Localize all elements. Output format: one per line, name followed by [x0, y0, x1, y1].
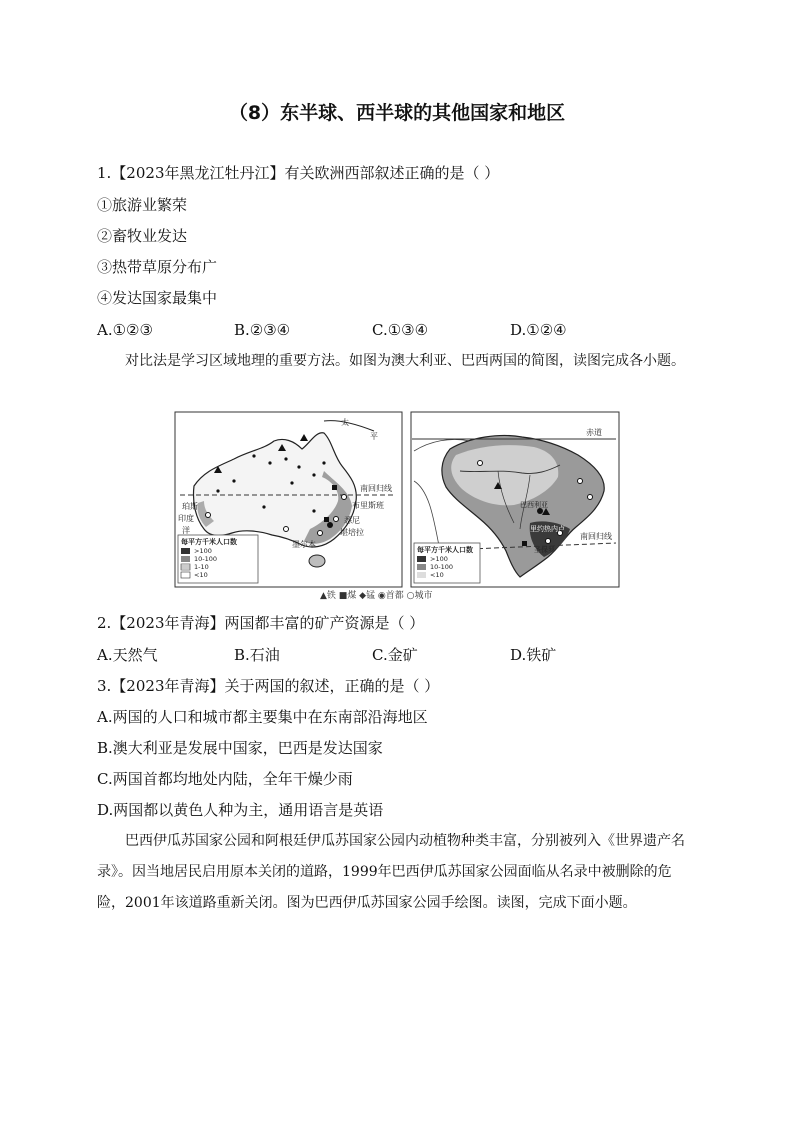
map-label-indian-ocean: 印度 [178, 514, 194, 523]
q3-option-b[interactable]: B.澳大利亚是发展中国家，巴西是发达国家 [97, 739, 383, 757]
map-symbol-legend: ▲铁 ■煤 ◆锰 ◉首都 ○城市 [320, 591, 433, 601]
brazil-legend-item: <10 [430, 571, 444, 579]
australia-brazil-map-figure [174, 411, 620, 601]
map-label-tai: 太 [341, 418, 349, 427]
q2-option-b[interactable]: B.石油 [234, 646, 280, 664]
q1-item: ①旅游业繁荣 [97, 196, 188, 214]
map-label-brasilia: 巴西利亚 [520, 501, 548, 509]
map-label-canberra: 堪培拉 [340, 528, 364, 537]
q3-option-d[interactable]: D.两国都以黄色人种为主，通用语言是英语 [97, 801, 384, 819]
q3-option-c[interactable]: C.两国首都均地处内陆，全年干燥少雨 [97, 770, 353, 788]
australia-legend-item: 1-10 [194, 563, 209, 571]
brazil-map [411, 412, 619, 587]
brazil-legend [414, 543, 480, 583]
intro-paragraph-1: 对比法是学习区域地理的重要方法。如图为澳大利亚、巴西两国的简图，读图完成各小题。 [125, 353, 685, 369]
q1-option-b[interactable]: B.②③④ [234, 321, 291, 339]
brazil-legend-item: 10-100 [430, 563, 454, 571]
australia-legend-item: <10 [194, 571, 208, 579]
map-label-ping: 平 [370, 432, 378, 441]
map-label-equator: 赤道 [586, 428, 602, 437]
map-label-rio: 里约热内卢 [530, 525, 565, 533]
australia-legend-title: 每平方千米人口数 [181, 538, 237, 546]
q3-option-a[interactable]: A.两国的人口和城市都主要集中在东南部沿海地区 [97, 708, 428, 726]
q3-stem: 3.【2023年青海】关于两国的叙述，正确的是（ ） [97, 677, 440, 695]
q2-option-c[interactable]: C.金矿 [372, 646, 418, 664]
australia-map [175, 412, 402, 587]
map-label-sao-paulo: 圣保罗 [534, 546, 555, 554]
australia-legend [178, 535, 258, 583]
q1-stem: 1.【2023年黑龙江牡丹江】有关欧洲西部叙述正确的是（ ） [97, 164, 500, 182]
q1-item: ③热带草原分布广 [97, 258, 218, 276]
page-title: （8）东半球、西半球的其他国家和地区 [228, 102, 566, 124]
q1-item: ②畜牧业发达 [97, 227, 188, 245]
map-label-tropic: 南回归线 [360, 484, 392, 493]
map-label-perth: 珀斯 [182, 502, 198, 511]
q1-option-d[interactable]: D.①②④ [510, 321, 567, 339]
map-label-brisbane: 布里斯班 [352, 501, 384, 510]
australia-legend-item: >100 [194, 547, 212, 555]
intro-paragraph-2: 巴西伊瓜苏国家公园和阿根廷伊瓜苏国家公园内动植物种类丰富，分别被列入《世界遗产名录》。因当地居民启用原本关闭的道路，1999年巴西伊瓜苏国家公园面临从名录中被删除的危险，2001年该道路重新关闭。图为巴西伊瓜苏国家公园手绘图。读图，完成下面小题。 [97, 833, 685, 911]
brazil-legend-item: >100 [430, 555, 448, 563]
q2-stem: 2.【2023年青海】两国都丰富的矿产资源是（ ） [97, 614, 425, 632]
q1-item: ④发达国家最集中 [97, 289, 218, 307]
map-label-sydney: 悉尼 [344, 516, 360, 525]
australia-legend-item: 10-100 [194, 555, 218, 563]
map-label-melbourne: 墨尔本 [292, 540, 316, 549]
map-label-ocean: 洋 [182, 526, 190, 535]
map-label-tropic-brazil: 南回归线 [580, 532, 612, 541]
q2-option-a[interactable]: A.天然气 [97, 646, 158, 664]
brazil-legend-title: 每平方千米人口数 [417, 546, 473, 554]
q1-option-c[interactable]: C.①③④ [372, 321, 429, 339]
q1-option-a[interactable]: A.①②③ [97, 321, 153, 339]
q2-option-d[interactable]: D.铁矿 [510, 646, 557, 664]
